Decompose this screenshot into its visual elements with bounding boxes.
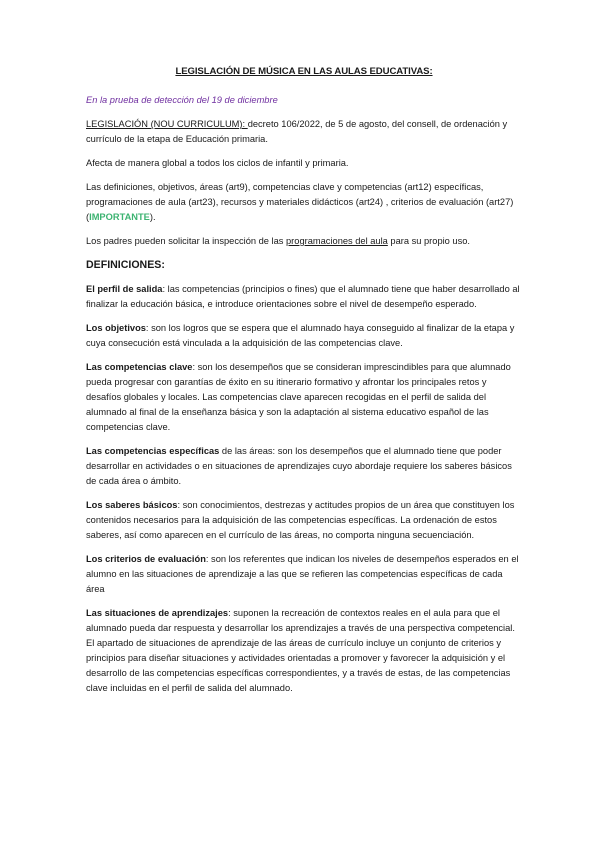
- definition-text: : son conocimientos, destrezas y actitudes propios de un área que constituyen los contenidos necesarios para la adquisición de las competencias específicas. La ordenación de estos saberes, así como aparecen en el currículo de las áreas, no comporta ninguna secuenciación.: [86, 500, 515, 540]
- definition-competencias-especificas: [86, 444, 522, 489]
- definition-text: : son los desempeños que se consideran imprescindibles para que alumnado pueda progresar con garantías de éxito en su itinerario formativo y afrontar los principales retos y desafíos globales y locales. Las competencias clave aparecen recogidas en el perfil de salida del alumnado al final de la enseñanza básica y son la adaptación al sistema educativo español de las competencias clave.: [86, 362, 511, 432]
- scope-paragraph: Afecta de manera global a todos los ciclos de infantil y primaria.: [86, 158, 349, 168]
- legislation-label: LEGISLACIÓN (NOU CURRICULUM):: [86, 119, 248, 129]
- definition-text: de las áreas: son los desempeños que el alumnado tiene que poder desarrollar en actividades o en situaciones de aprendizajes cuyo abordaje requiere los saberes básicos de cada área o ámbito.: [86, 446, 512, 486]
- definition-term: Las competencias específicas: [86, 446, 220, 456]
- definition-text: : las competencias (principios o fines) que el alumnado tiene que haber desarrollado al finalizar la educación básica, e introduce orientaciones sobre el nivel de desempeño esperado.: [86, 284, 520, 309]
- document-title: LEGISLACIÓN DE MÚSICA EN LAS AULAS EDUCATIVAS:: [175, 66, 433, 77]
- parents-text-after: para su propio uso.: [387, 236, 471, 246]
- legislation-paragraph: [86, 117, 522, 147]
- definition-competencias-clave: [86, 360, 522, 435]
- definition-term: Las situaciones de aprendizajes: [86, 608, 229, 618]
- important-label: IMPORTANTE: [89, 212, 150, 222]
- definition-term: El perfil de salida: [86, 284, 163, 294]
- parents-text-before: Los padres pueden solicitar la inspección de las: [86, 236, 287, 246]
- articles-end: ).: [149, 212, 156, 222]
- definition-saberes-basicos: [86, 498, 522, 543]
- definition-text: : son los referentes que indican los niveles de desempeños esperados en el alumno en las situaciones de aprendizaje a las que se refieren las competencias específicas de cada área: [86, 554, 519, 594]
- definition-term: Los criterios de evaluación: [86, 554, 206, 564]
- programaciones-link-text: programaciones del aula: [286, 236, 388, 246]
- definition-criterios-evaluacion: [86, 552, 522, 597]
- definition-term: Las competencias clave: [86, 362, 193, 372]
- definition-situaciones-aprendizaje: [86, 606, 522, 696]
- parents-paragraph: [86, 234, 522, 249]
- definitions-heading: DEFINICIONES:: [86, 259, 165, 271]
- definition-perfil-salida: [86, 282, 522, 312]
- legislation-text: decreto 106/2022, de 5 de agosto, del consell, de ordenación y currículo de la etapa de Educación primaria.: [86, 119, 508, 144]
- articles-paragraph: [86, 180, 522, 225]
- definition-term: Los saberes básicos: [86, 500, 178, 510]
- definition-objetivos: [86, 321, 522, 351]
- articles-text: Las definiciones, objetivos, áreas (art9), competencias clave y competencias (art12) específicas, programaciones de aula (art23), recursos y materiales didácticos (art24) , criterios de evaluación (art27) (: [86, 182, 514, 222]
- definition-text: : suponen la recreación de contextos reales en el aula para que el alumnado pueda dar respuesta y desarrollar los aprendizajes a través de una perspectiva competencial. El apartado de situaciones de aprendizaje de las áreas de currículo incluye un conjunto de criterios y principios para diseñar situaciones y actividades orientadas a promover y favorecer la adquisición y el desarrollo de las competencias específicas correspondientes, y a través de estas, de las competencias clave incluidas en el perfil de salida del alumnado.: [86, 608, 515, 693]
- document-page: [86, 64, 522, 705]
- definition-text: : son los logros que se espera que el alumnado haya conseguido al finalizar de la etapa y cuya consecución está vinculada a la adquisición de las competencias clave.: [86, 323, 515, 348]
- definition-term: Los objetivos: [86, 323, 146, 333]
- document-subtitle: En la prueba de detección del 19 de diciembre: [86, 95, 278, 105]
